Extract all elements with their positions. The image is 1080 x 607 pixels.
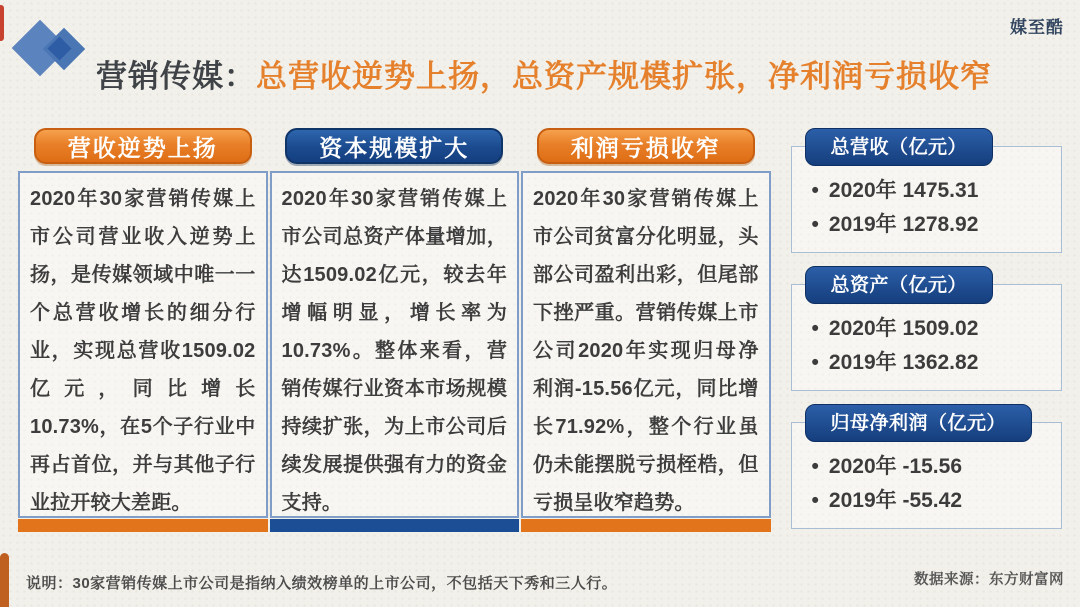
stats-panel — [791, 128, 1062, 542]
page-edge-accent-top — [0, 5, 4, 41]
bullet-icon: • — [811, 179, 819, 202]
column-revenue — [18, 128, 268, 532]
stat-value: 2019年 1362.82 — [828, 351, 979, 374]
column-body-text: 2020年30家营销传媒上市公司总资产体量增加，达1509.02亿元，较去年增幅明显，增长率为10.73%。整体来看，营销传媒行业资本市场规模持续扩张，为上市公司后续发展提供强有力的资金支持。 — [281, 188, 508, 514]
stat-item — [812, 312, 1051, 346]
title-prefix: 营销传媒： — [96, 58, 256, 94]
stat-item — [812, 174, 1051, 208]
stat-item — [812, 484, 1051, 518]
column-textbox-assets — [270, 171, 520, 518]
column-textbox-profit — [521, 171, 771, 518]
stat-card-title: 总营收（亿元） — [805, 128, 994, 166]
column-header-pill-revenue: 营收逆势上扬 — [34, 128, 252, 164]
stat-value: 2020年 1509.02 — [828, 317, 979, 340]
data-source: 数据来源：东方财富网 — [914, 572, 1064, 588]
brand-watermark: 媒至酷 — [1010, 18, 1064, 37]
stat-value: 2020年 -15.56 — [828, 455, 963, 478]
stat-card-title: 总资产（亿元） — [805, 266, 994, 304]
stat-value: 2020年 1475.31 — [828, 179, 979, 202]
bullet-icon: • — [811, 213, 819, 236]
column-header-pill-profit: 利润亏损收窄 — [537, 128, 755, 164]
stat-card-title: 归母净利润（亿元） — [805, 404, 1033, 442]
page-title — [96, 51, 992, 96]
column-profit — [521, 128, 771, 532]
logo-diamonds-icon — [12, 14, 98, 92]
stat-card-total-assets — [791, 266, 1062, 391]
bullet-icon: • — [811, 455, 819, 478]
bullet-icon: • — [811, 317, 819, 340]
stat-item — [812, 346, 1051, 380]
stat-card-net-profit — [791, 404, 1062, 529]
footnote: 说明：30家营销传媒上市公司是指纳入绩效榜单的上市公司，不包括天下秀和三人行。 — [26, 575, 618, 592]
stat-item — [812, 450, 1051, 484]
title-highlight: 总营收逆势上扬，总资产规模扩张，净利润亏损收窄 — [256, 58, 992, 94]
stat-value: 2019年 1278.92 — [828, 213, 979, 236]
stat-card-total-revenue — [791, 128, 1062, 253]
content-area — [18, 128, 1062, 542]
column-body-text: 2020年30家营销传媒上市公司贫富分化明显，头部公司盈利出彩，但尾部下挫严重。营销传媒上市公司2020年实现归母净利润-15.56亿元，同比增长71.92%，整个行业虽仍未能摆脱亏损桎梏，但亏损呈收窄趋势。 — [533, 188, 759, 514]
page-edge-accent-bottom — [0, 553, 9, 607]
stat-value: 2019年 -55.42 — [828, 489, 963, 512]
column-header-pill-assets: 资本规模扩大 — [285, 128, 503, 164]
column-textbox-revenue — [18, 171, 268, 518]
bullet-icon: • — [811, 489, 819, 512]
column-assets — [270, 128, 520, 532]
bullet-icon: • — [811, 351, 819, 374]
stat-item — [812, 208, 1051, 242]
column-body-text: 2020年30家营销传媒上市公司营业收入逆势上扬，是传媒领域中唯一一个总营收增长的细分行业，实现总营收1509.02亿元，同比增长10.73%，在5个子行业中再占首位，并与其他子行业拉开较大差距。 — [30, 188, 256, 514]
